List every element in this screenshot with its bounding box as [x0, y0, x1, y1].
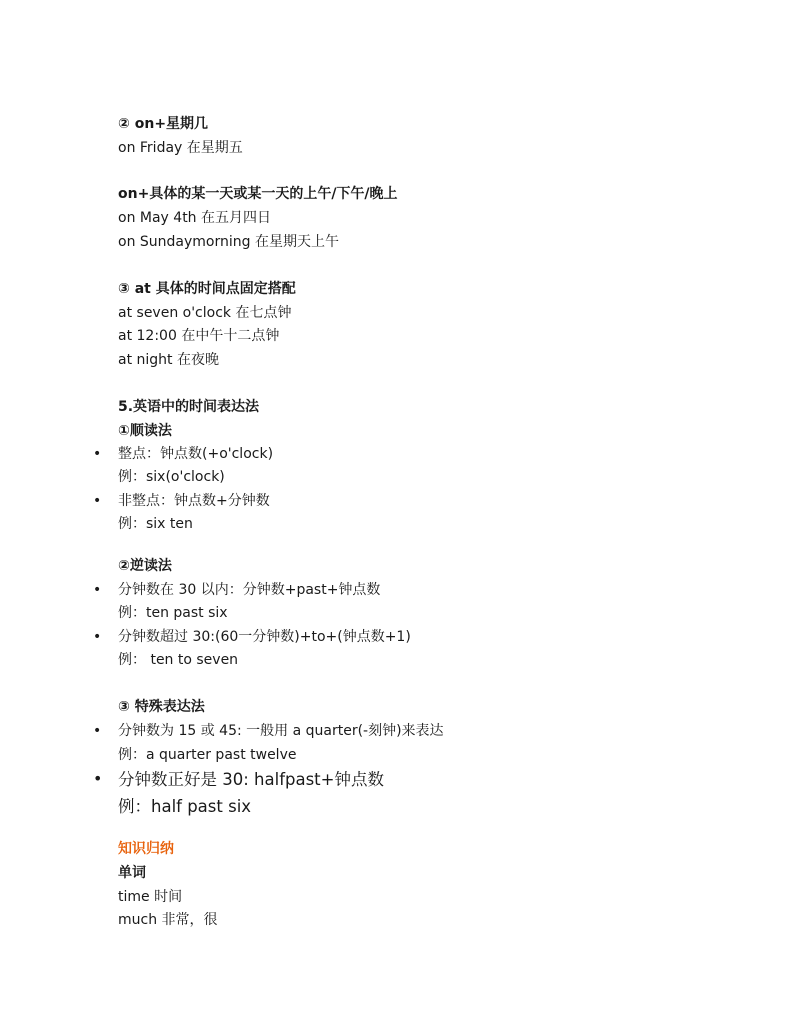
subheading-on-weekday: ② on+星期几 — [118, 116, 209, 132]
list-item: 非整点：钟点数+分钟数 — [118, 493, 270, 509]
example-line: on May 4th 在五月四日 — [118, 210, 272, 226]
vocabulary-item: much 非常，很 — [118, 912, 218, 928]
bullet-point: • — [93, 723, 102, 739]
list-item: 分钟数在 30 以内：分钟数+past+钟点数 — [118, 582, 381, 598]
bullet-point: • — [93, 769, 103, 788]
example-line: 例：a quarter past twelve — [118, 747, 297, 763]
subheading-at-time: ③ at 具体的时间点固定搭配 — [118, 281, 296, 297]
example-line: at night 在夜晚 — [118, 352, 219, 368]
example-line: on Sundaymorning 在星期天上午 — [118, 234, 339, 250]
subheading-special-expressions: ③ 特殊表达法 — [118, 699, 205, 715]
list-item: 分钟数超过 30:(60一分钟数)+to+(钟点数+1) — [118, 629, 411, 645]
example-line: on Friday 在星期五 — [118, 140, 243, 156]
knowledge-summary-heading: 知识归纳 — [118, 841, 174, 857]
section-heading-time-expressions: 5.英语中的时间表达法 — [118, 399, 260, 415]
subheading-reverse-reading: ②逆读法 — [118, 558, 172, 574]
bullet-point: • — [93, 629, 102, 645]
list-item: 整点：钟点数(+o'clock) — [118, 446, 274, 462]
example-line: 例：six ten — [118, 516, 193, 532]
list-item: 分钟数正好是 30: halfpast+钟点数 — [118, 770, 384, 789]
vocabulary-heading: 单词 — [118, 865, 146, 881]
vocabulary-item: time 时间 — [118, 889, 183, 905]
bullet-point: • — [93, 582, 102, 598]
example-line: 例： ten to seven — [118, 652, 239, 668]
example-line: at 12:00 在中午十二点钟 — [118, 328, 280, 344]
bullet-point: • — [93, 493, 102, 509]
bullet-point: • — [93, 446, 102, 462]
example-line: 例：half past six — [118, 797, 252, 816]
subheading-on-specific-day: on+具体的某一天或某一天的上午/下午/晚上 — [118, 186, 398, 202]
example-line: at seven o'clock 在七点钟 — [118, 305, 292, 321]
example-line: 例：ten past six — [118, 605, 228, 621]
example-line: 例：six(o'clock) — [118, 469, 225, 485]
subheading-forward-reading: ①顺读法 — [118, 423, 172, 439]
list-item: 分钟数为 15 或 45: 一般用 a quarter(-刻钟)来表达 — [118, 723, 444, 739]
